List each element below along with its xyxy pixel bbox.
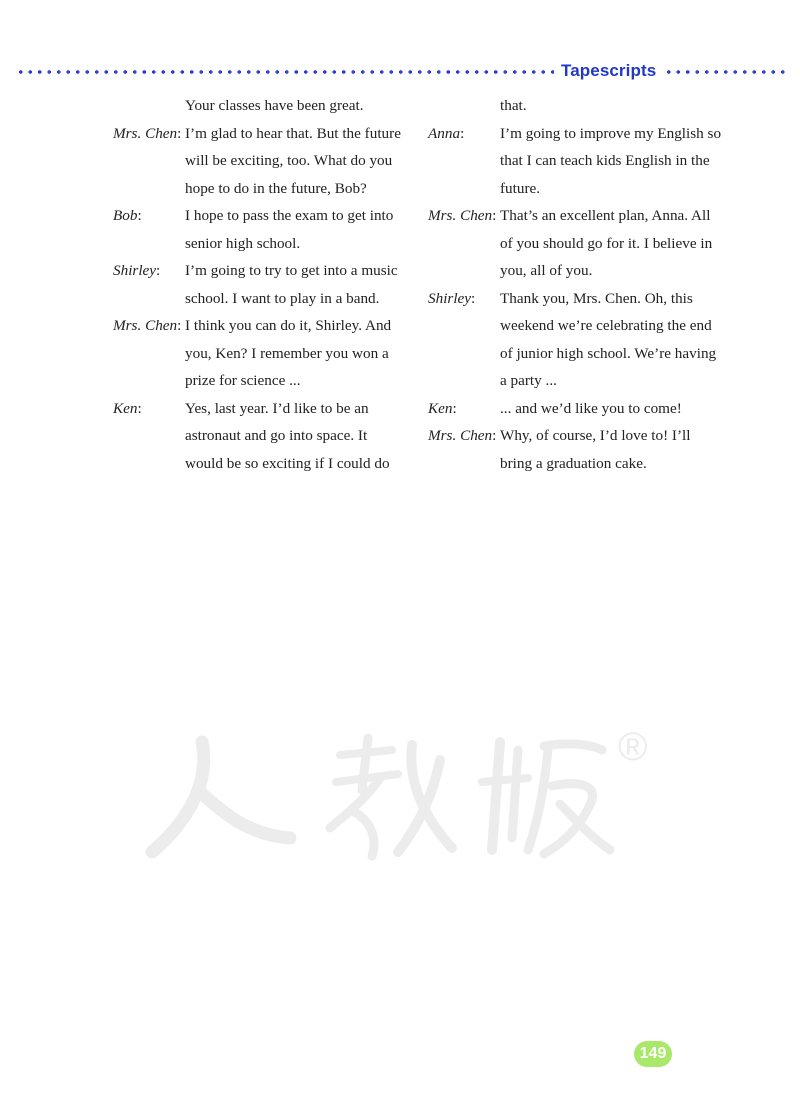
- dialogue-text: weekend we’re celebrating the end: [500, 317, 712, 334]
- dialogue-text: I’m glad to hear that. But the future: [185, 124, 401, 142]
- dialogue-line: [428, 422, 728, 450]
- dialogue-text: future.: [500, 179, 541, 197]
- dialogue-text: a party ...: [500, 372, 557, 389]
- dialogue-text: would be so exciting if I could do: [185, 454, 390, 472]
- dialogue-text: I’m going to try to get into a music: [185, 262, 398, 279]
- dialogue-line: [113, 367, 413, 395]
- speaker-name: [428, 202, 496, 230]
- speaker-colon: :: [137, 207, 142, 224]
- registered-mark: ®: [618, 725, 648, 769]
- dialogue-text: Why, of course, I’d love to! I’ll: [500, 427, 691, 444]
- dialogue-line: [428, 312, 728, 340]
- dialogue-text: Yes, last year. I’d like to be an: [185, 399, 369, 417]
- dialogue-text: senior high school.: [185, 234, 301, 252]
- dialogue-line: [428, 285, 728, 313]
- dialogue-text: will be exciting, too. What do you: [185, 152, 393, 169]
- speaker-colon: :: [177, 317, 182, 334]
- speaker-name: [428, 120, 464, 148]
- speaker-colon: :: [460, 124, 465, 142]
- speaker-name: [113, 202, 142, 230]
- speaker-label: Mrs. Chen: [113, 124, 178, 142]
- dialogue-line: [428, 202, 728, 230]
- dialogue-text: bring a graduation cake.: [500, 454, 647, 472]
- speaker-colon: :: [452, 399, 457, 417]
- dialogue-line: [113, 230, 413, 258]
- header-dotted-rule-right: [664, 70, 788, 74]
- page-header: [0, 60, 800, 84]
- header-dotted-rule-left: [16, 70, 554, 74]
- speaker-colon: :: [156, 262, 161, 279]
- speaker-name: [113, 257, 160, 285]
- speaker-label: Shirley: [428, 289, 472, 307]
- dialogue-text: hope to do in the future, Bob?: [185, 179, 367, 197]
- dialogue-line: [428, 257, 728, 285]
- dialogue-text: astronaut and go into space. It: [185, 427, 368, 444]
- dialogue-line: [113, 92, 413, 120]
- dialogue-text: that I can teach kids English in the: [500, 152, 710, 169]
- dialogue-line: [428, 147, 728, 175]
- speaker-name: [113, 312, 181, 340]
- speaker-label: Shirley: [113, 262, 157, 279]
- speaker-name: [428, 395, 457, 423]
- dialogue-text: Thank you, Mrs. Chen. Oh, this: [500, 289, 693, 307]
- speaker-name: [113, 395, 142, 423]
- speaker-colon: :: [492, 427, 497, 444]
- dialogue-text: I’m going to improve my English so: [500, 124, 722, 142]
- dialogue-line: [428, 450, 728, 478]
- speaker-colon: :: [137, 399, 142, 417]
- speaker-name: [113, 120, 181, 148]
- dialogue-line: [428, 175, 728, 203]
- speaker-colon: :: [177, 124, 182, 142]
- dialogue-line: [113, 202, 413, 230]
- dialogue-line: [113, 312, 413, 340]
- dialogue-line: [428, 367, 728, 395]
- dialogue-line: [428, 340, 728, 368]
- header-title: Tapescripts: [561, 61, 657, 80]
- dialogue-line: [113, 422, 413, 450]
- speaker-label: Mrs. Chen: [428, 207, 493, 224]
- dialogue-line: [113, 450, 413, 478]
- dialogue-line: [428, 230, 728, 258]
- dialogue-line: [113, 257, 413, 285]
- speaker-colon: :: [492, 207, 497, 224]
- dialogue-text: ... and we’d like you to come!: [500, 399, 682, 417]
- dialogue-column-right: [428, 92, 728, 477]
- dialogue-line: [113, 147, 413, 175]
- publisher-watermark-logo: [140, 720, 660, 870]
- dialogue-text: you, Ken? I remember you won a: [185, 344, 389, 362]
- speaker-name: [428, 422, 496, 450]
- dialogue-line: [113, 120, 413, 148]
- speaker-colon: :: [471, 289, 476, 307]
- dialogue-text: of junior high school. We’re having: [500, 344, 717, 362]
- dialogue-text: you, all of you.: [500, 262, 593, 279]
- dialogue-text: prize for science ...: [185, 372, 301, 389]
- dialogue-line: [428, 120, 728, 148]
- dialogue-text: That’s an excellent plan, Anna. All: [500, 207, 711, 224]
- dialogue-text: of you should go for it. I believe in: [500, 234, 713, 252]
- dialogue-text: Your classes have been great.: [185, 97, 364, 114]
- dialogue-line: [113, 285, 413, 313]
- dialogue-text: I think you can do it, Shirley. And: [185, 317, 392, 334]
- speaker-label: Mrs. Chen: [428, 427, 493, 444]
- speaker-name: [428, 285, 475, 313]
- dialogue-text: I hope to pass the exam to get into: [185, 207, 394, 224]
- speaker-label: Ken: [113, 399, 138, 417]
- dialogue-text: that.: [500, 97, 527, 114]
- dialogue-line: [113, 340, 413, 368]
- speaker-label: Bob: [113, 207, 138, 224]
- speaker-label: Ken: [428, 399, 453, 417]
- speaker-label: Mrs. Chen: [113, 317, 178, 334]
- dialogue-line: [113, 395, 413, 423]
- dialogue-text: school. I want to play in a band.: [185, 289, 380, 307]
- dialogue-column-left: [113, 92, 413, 477]
- dialogue-line: [113, 175, 413, 203]
- page-number-badge: 149: [634, 1041, 672, 1067]
- dialogue-line: [428, 92, 728, 120]
- speaker-label: Anna: [428, 124, 461, 142]
- dialogue-line: [428, 395, 728, 423]
